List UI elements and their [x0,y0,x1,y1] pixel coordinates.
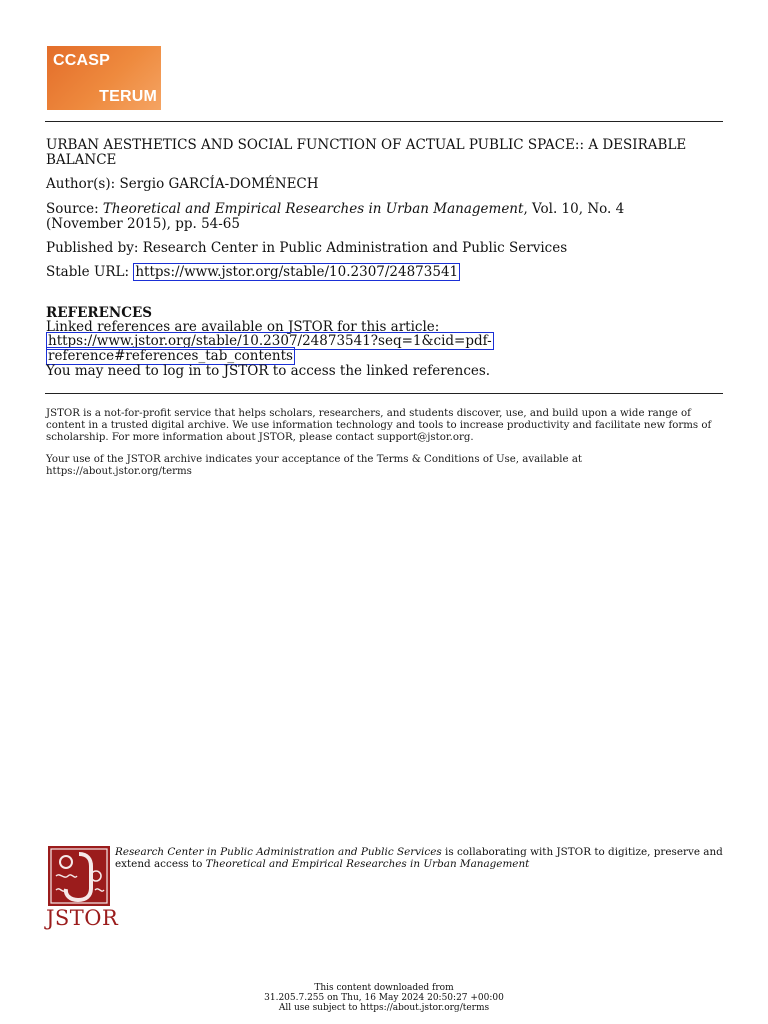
references-intro: Linked references are available on JSTOR for this article: [46,319,440,335]
collaboration-statement [115,846,735,870]
collab-org: Research Center in Public Administration and Public Services [115,846,442,858]
authors-label: Author(s): [46,176,116,192]
jstor-wordmark: JSTOR [46,906,119,930]
top-divider [45,121,723,122]
source-line [46,202,686,232]
jstor-seal-icon [48,846,110,906]
authors-value: Sergio GARCÍA-DOMÉNECH [119,176,319,192]
stable-url-line [46,265,726,280]
logo-text-bottom: TERUM [99,88,157,105]
download-line-1: This content downloaded from [314,983,454,993]
collab-text: is collaborating with JSTOR to digitize, preserve and extend access to [115,846,723,870]
middle-divider [45,393,723,394]
download-line-2: 31.205.7.255 on Thu, 16 May 2024 20:50:27 +00:00 [264,993,504,1003]
publisher-value: Research Center in Public Administration and Public Services [142,240,568,256]
publisher-line [46,241,726,256]
references-heading: REFERENCES [46,305,153,321]
terms-notice: Your use of the JSTOR archive indicates your acceptance of the Terms & Conditions of Use, available at https://about.jstor.org/terms [46,454,582,477]
stable-url-label: Stable URL: [46,264,130,280]
ccasp-terum-logo [47,46,161,110]
collab-journal: Theoretical and Empirical Researches in Urban Management [205,858,530,870]
article-title: URBAN AESTHETICS AND SOCIAL FUNCTION OF ACTUAL PUBLIC SPACE:: A DESIRABLE BALANCE [46,137,687,168]
published-label: Published by: [46,240,139,256]
download-line-3: All use subject to https://about.jstor.org/terms [278,1003,490,1013]
source-journal: Theoretical and Empirical Researches in Urban Management [102,201,524,217]
references-link-block[interactable] [46,334,726,364]
references-link-part2[interactable]: reference#references_tab_contents [48,348,293,364]
stable-url-link[interactable]: https://www.jstor.org/stable/10.2307/24873541 [135,264,459,280]
source-label: Source: [46,201,99,217]
logo-text-top: CCASP [53,52,111,69]
references-link-part1[interactable]: https://www.jstor.org/stable/10.2307/24873541?seq=1&cid=pdf- [48,333,492,349]
source-details: , Vol. 10, No. 4 (November 2015), pp. 54-65 [46,201,625,232]
authors-line [46,177,726,192]
references-note: You may need to log in to JSTOR to access the linked references. [46,363,491,379]
jstor-notice: JSTOR is a not-for-profit service that helps scholars, researchers, and students discover, use, and build upon a wide range of content in a trusted digital archive. We use information technology and tools to increase productivity and facilitate new forms of scholarship. For more information about JSTOR, please contact support@jstor.org. [46,408,712,443]
